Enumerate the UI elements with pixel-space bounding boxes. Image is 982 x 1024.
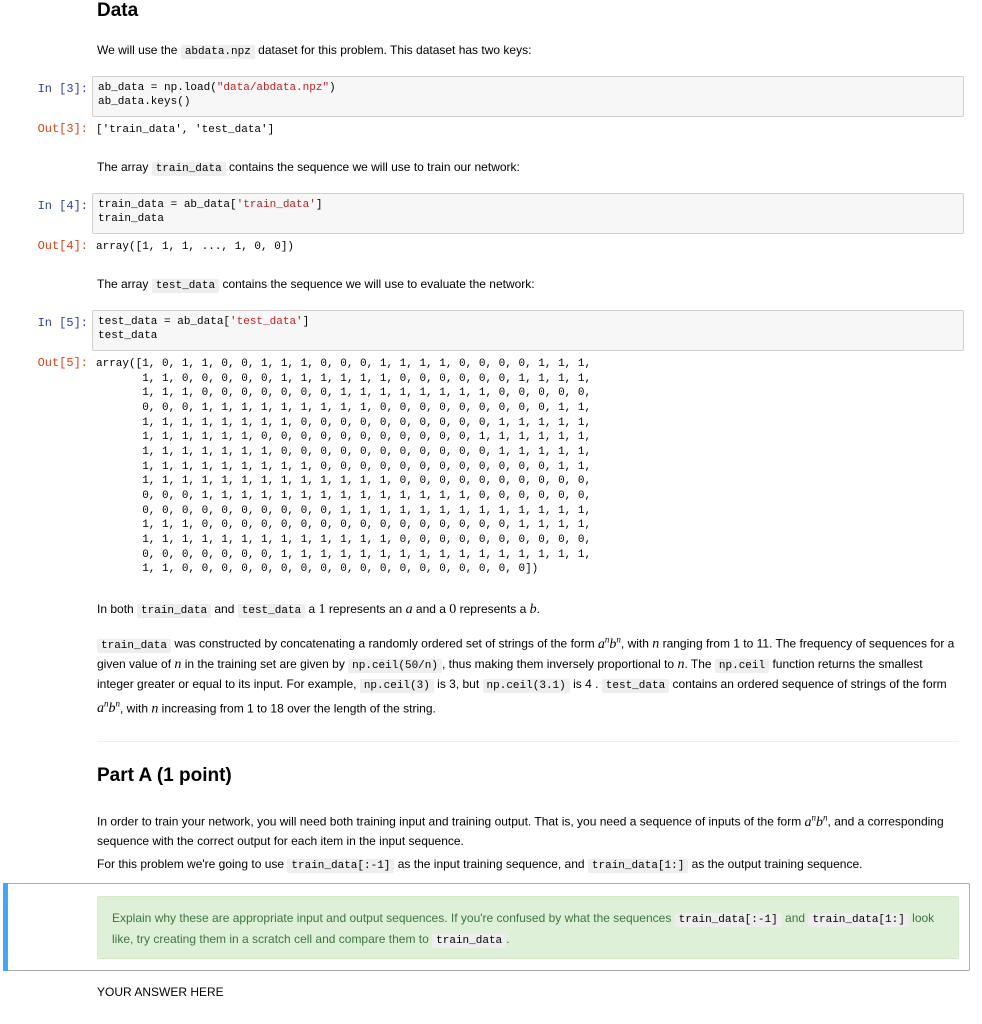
math-zero: 0 (449, 602, 457, 617)
code-train-data: train_data (432, 934, 506, 948)
output-5: array([1, 0, 1, 1, 0, 0, 1, 1, 1, 0, 0, 0, 1, 1, 1, 1, 0, 0, 0, 0, 1, 1, 1, 1, 1, 0, 0, 0, 0, 0, 1, 1, 1, 1, 1, 1, 0, 0, 0, 0, 0, 0, 1, 1, 1, 1, 1, 1, 1, 0, 0, 0, 0, 0, 0, 0, 1, 1, 1, 1, 1, 1, 1, 1, 0, 0, 0, 0, 0, 0, 0, 0, 1, 1, 1, 1, 1, 1, 1, 1, 1, 0, 0, 0, 0, 0, 0, 0, 0, 0, 1, 1, 1, 1, 1, 1, 1, 1, 1, 1, 0, 0, 0, 0, 0, 0, 0, 0, 0, 0, 1, 1, 1, 1, 1, 1, 1, 1, 1, 1, 1, 0, 0, 0, 0, 0, 0, 0, 0, 0, 0, 0, 1, 1, 1, 1, 1, 1, 1, 1, 1, 1, 1, 1, 1, 0, 0, 0, 0, 0, 0, 0, 0, 0, 0, 0, 1, 1, 1, 1, 1, 1, 1, 1, 1, 1, 1, 1, 1, 1, 0, 0, 0, 0, 0, 0, 0, 0, 0, 0, 0, 0, 1, 1, 1, 1, 1, 1, 1, 1, 1, 1, 1, 1, 1, 1, 1, 0, 0, 0, 0, 0, 0, 0, 0, 0, 0, 0, 0, 0, 1, 1, 1, 1, 1, 1, 1, 1, 1, 1, 1, 1, 1, 1, 0, 0, 0, 0, 0, 0, 0, 0, 0, 0, 0, 0, 0, 0, 0, 0, 1, 1, 1, 1, 1, 1, 1, 1, 1, 1, 1, 1, 1, 1, 1, 1, 0, 0, 0, 0, 0, 0, 0, 0, 0, 0, 0, 0, 0, 0, 0, 0, 1, 1, 1, 1, 1, 1, 1, 1, 1, 1, 1, 1, 1, 1, 1, 1, 1, 0, 0, 0, 0, 0, 0, 0, 0, 0, 0, 0, 0, 0, 0, 0, 0, 0, 1, 1, 1, 1, 1, 1, 1, 1, 1, 1, 1, 1, 1, 1, 1, 1, 1, 1, 0, 0, 0, 0, 0, 0, 0, 0, 0, 0, 0, 0, 0, 0, 0, 0, 0, 0]) (96, 358, 592, 576)
output-prompt-4: Out[4]: (37, 239, 88, 253)
code-abdata-file: abdata.npz (181, 45, 255, 59)
code-test-data: test_data (152, 279, 219, 293)
heading-part-a: Part A (1 point) (97, 765, 232, 786)
text: We will use the (97, 43, 181, 57)
input-prompt-3: In [3]: (37, 82, 88, 96)
code-line: train_data (98, 213, 165, 225)
code-train-output: train_data[1:] (808, 913, 908, 927)
input-prompt-5: In [5]: (37, 316, 88, 330)
markdown-construction: train_data was constructed by concatenating a randomly ordered set of strings of the form $a^nb^n$, with n ranging from 1 to 11. The frequency of sequences for a given value of n in the training set are given by np.ceil(50/n) , thus making them inversely proportional to n. The np.ceil function returns the smallest integer greater or equal to its input. For example, np.ceil(3) is 3, but np.ceil(3.1) is 4 . test_data contains an ordered sequence of strings of the form $a^nb^n$, with n increasing from 1 to 18 over the length of the string. (97, 634, 955, 717)
output-prompt-3: Out[3]: (37, 122, 88, 136)
markdown-train-desc: The array train_data contains the sequence we will use to train our network: (97, 160, 520, 175)
selected-cell-indicator (3, 883, 8, 971)
string-literal: "data/abdata.npz" (216, 82, 330, 94)
code-line: test_data (98, 330, 158, 342)
code-train-input: train_data[:-1] (675, 913, 782, 927)
math-b: b (529, 602, 537, 617)
code-train-output: train_data[1:] (588, 859, 688, 873)
math-n: n (174, 656, 182, 672)
code-np-ceil: np.ceil (715, 659, 769, 673)
code-train-data: train_data (97, 639, 171, 653)
section-divider (97, 741, 959, 742)
text: dataset for this problem. This dataset has two keys: (254, 43, 532, 57)
answer-placeholder[interactable]: YOUR ANSWER HERE (97, 985, 224, 999)
code-test-data: test_data (238, 604, 305, 618)
code-cell-5[interactable] (92, 310, 964, 351)
output-3: ['train_data', 'test_data'] (96, 124, 275, 136)
code-np-ceil-3-1: np.ceil(3.1) (483, 679, 570, 693)
markdown-test-desc: The array test_data contains the sequence we will use to evaluate the network: (97, 277, 535, 292)
markdown-encoding: In both train_data and test_data a 1 represents an a and a 0 represents a b. (97, 602, 540, 617)
math-anbn: $a^nb^n$ (597, 634, 621, 652)
math-n: n (677, 656, 685, 672)
code-line: ab_data.keys() (98, 96, 191, 108)
alert-instructions: Explain why these are appropriate input and output sequences. If you're confused by what the sequences train_data[:-1] and train_data[1:] look like, try creating them in a scratch cell and compare them to train_data . (97, 896, 959, 959)
code-np-ceil-50-n: np.ceil(50/n) (348, 659, 442, 673)
math-one: 1 (318, 602, 326, 617)
markdown-intro (97, 41, 955, 61)
string-literal: 'test_data' (230, 316, 303, 328)
code-line: ab_data = np.load("data/abdata.npz") (98, 82, 336, 94)
heading-data: Data (97, 0, 139, 21)
string-literal: 'train_data' (236, 199, 316, 211)
math-n: n (151, 701, 159, 717)
code-test-data: test_data (602, 679, 669, 693)
code-cell-4[interactable] (92, 193, 964, 234)
math-a: a (405, 602, 413, 617)
code-line: train_data = ab_data['train_data'] (98, 199, 323, 211)
input-prompt-4: In [4]: (37, 199, 88, 213)
markdown-part-a-intro: In order to train your network, you will need both training input and training output. That is, you need a sequence of inputs of the form $a^nb^n$, and a corresponding sequence with the correct output for each item in the input sequence. (97, 812, 944, 848)
math-anbn: $a^nb^n$ (97, 698, 120, 717)
code-train-data: train_data (152, 162, 226, 176)
code-train-data: train_data (137, 604, 211, 618)
code-line: test_data = ab_data['test_data'] (98, 316, 310, 328)
markdown-input-output: For this problem we're going to use train_data[:-1] as the input training sequence, and train_data[1:] as the output training sequence. (97, 857, 863, 872)
output-4: array([1, 1, 1, ..., 1, 0, 0]) (96, 241, 295, 253)
math-n: n (652, 636, 660, 652)
math-anbn: $a^nb^n$ (804, 812, 828, 830)
code-train-input: train_data[:-1] (287, 859, 394, 873)
code-cell-3[interactable] (92, 76, 964, 117)
output-prompt-5: Out[5]: (37, 356, 88, 370)
code-np-ceil-3: np.ceil(3) (360, 679, 434, 693)
